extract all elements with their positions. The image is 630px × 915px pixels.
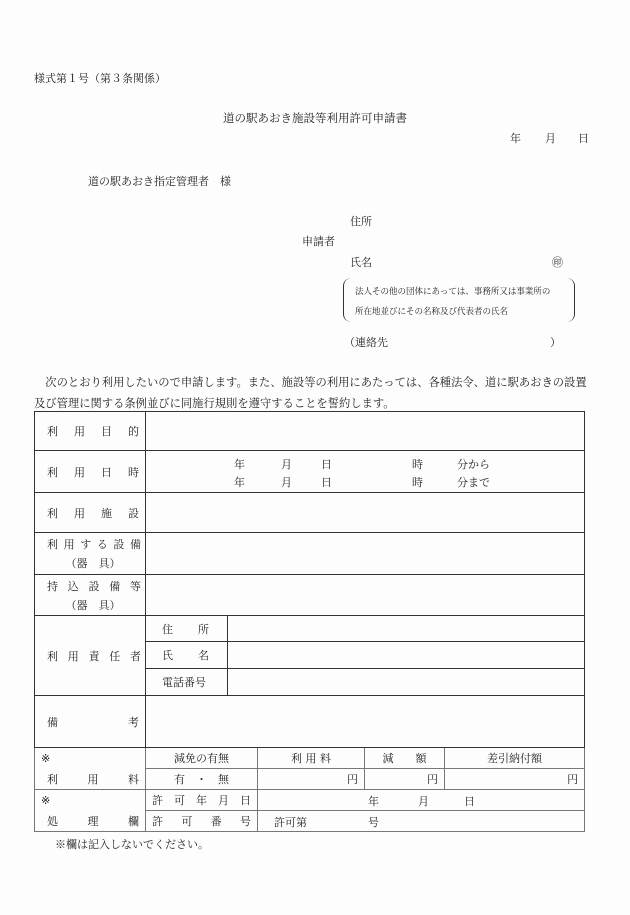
label-char: 所 [198,622,209,636]
equipment-field[interactable] [146,533,585,575]
from-month: 月 [281,457,292,471]
label-char: 利 [47,649,58,663]
from-year: 年 [234,457,245,471]
addressee: 道の駅あおき指定管理者 様 [88,175,231,188]
contact-label: （連絡先 [344,336,388,349]
label-char: 者 [130,649,141,663]
form-number: 様式第１号（第３条関係） [34,72,166,85]
contact-close: ） [550,336,561,349]
responsible-label-cell [35,616,146,696]
permit-date-label [146,790,258,811]
equipment-sub-label: （器 具） [65,557,121,570]
reduction-yes-no[interactable]: 有 ・ 無 [146,769,258,790]
to-minute: 分まで [457,475,490,489]
proc-mark: ※ [41,793,51,807]
datetime-label-cell [35,451,146,493]
label-char: 許 [152,794,163,807]
label-char: 任 [109,649,121,663]
label-char: 月 [218,794,229,807]
fee-amount-field[interactable]: 円 [258,769,365,790]
fee-header-discount: 減 額 [365,748,445,769]
fee-header-net: 差引納付額 [445,748,585,769]
from-day: 日 [321,457,332,471]
resp-name-field[interactable] [228,642,585,669]
proc-label-cell [35,811,146,832]
resp-address-field[interactable] [228,616,585,642]
fee-mark: ※ [41,751,51,765]
remarks-label-cell [35,696,146,748]
label-char: す [80,538,92,551]
corporate-note [343,278,575,322]
label-char: 込 [67,579,79,593]
resp-address-label [146,616,228,642]
label-char: 日 [101,465,112,479]
brought-field[interactable] [146,575,585,616]
permit-no-field[interactable] [258,811,585,832]
purpose-field[interactable] [146,412,585,451]
label-char: 設 [128,506,139,520]
fee-label-cell [35,769,146,790]
address-label: 住所 [350,215,372,228]
facility-label-cell [35,493,146,533]
label-char: る [96,538,108,551]
label-char: 設 [113,538,125,551]
label-char: 欄 [128,814,139,828]
label-char: 備 [47,715,58,729]
label-char: 利 [47,772,58,786]
label-char: 用 [87,772,99,786]
label-char: 等 [130,579,141,593]
label-char: 用 [74,465,85,479]
label-char: 日 [240,794,251,807]
from-hour: 時 [412,457,423,471]
to-hour: 時 [412,475,423,489]
permit-no-prefix: 許可第 [274,816,307,829]
purpose-label-cell [35,412,146,451]
fee-mark-cell [35,748,146,769]
label-char: 利 [47,465,58,479]
to-day: 日 [321,475,332,489]
equipment-label-cell [35,533,146,575]
label-char: 利 [47,425,58,438]
label-char: 施 [101,506,112,520]
label-char: 理 [87,814,99,828]
brought-sub-label: （器 具） [65,598,121,612]
name-label: 氏名 [350,256,372,269]
permit-no-suffix: 号 [368,816,379,829]
permit-no-label [146,811,258,832]
remarks-field[interactable] [146,696,585,748]
permit-day: 日 [464,795,475,808]
label-char: 備 [109,579,121,593]
resp-phone-label [146,669,228,696]
label-char: 的 [128,425,139,438]
label-char: 可 [181,815,193,828]
from-minute: 分から [457,457,490,471]
footnote: ※欄は記入しないでください。 [55,838,209,851]
label-char: 時 [128,465,139,479]
label-char: 利 [47,506,58,520]
to-year: 年 [234,475,245,489]
facility-field[interactable] [146,493,585,533]
fee-header-fee: 利 用 料 [258,748,365,769]
right-bracket [566,278,575,322]
label-char: 用 [63,538,75,551]
applicant-label: 申請者 [302,235,335,248]
label-char: 用 [74,425,85,438]
to-month: 月 [281,475,292,489]
resp-name-label [146,642,228,669]
label-char: 料 [128,772,139,786]
label-char: 名 [198,649,209,662]
brought-label-cell [35,575,146,616]
resp-phone-text: 電話番号 [162,676,206,689]
label-char: 目 [101,425,112,438]
label-char: 可 [174,794,185,807]
left-bracket [343,278,352,322]
label-char: 責 [88,649,100,663]
label-char: 処 [47,814,58,828]
declaration-text: 次のとおり利用したいので申請します。また、施設等の利用にあたっては、各種法令、道に駅あおきの設置及び管理に関する条例並びに同施行規則を遵守することを誓約します。 [34,376,587,410]
permit-year: 年 [368,795,379,808]
label-char: 許 [152,815,163,828]
label-char: 設 [88,579,100,593]
label-char: 番 [210,815,222,828]
corporate-note-line2: 所在地並びにその名称及び代表者の氏名 [355,307,509,317]
document-title: 道の駅あおき施設等利用許可申請書 [223,111,407,125]
label-char: 持 [47,579,58,593]
label-char: 考 [128,715,139,729]
label-char: 住 [162,622,173,636]
label-char: 氏 [162,649,173,662]
date-day-label: 日 [578,132,589,145]
label-char: 年 [196,794,207,807]
corporate-note-line1: 法人その他の団体にあっては、事務所又は事業所の [355,287,551,297]
seal-mark: ㊞ [552,256,563,269]
discount-amount-field[interactable]: 円 [365,769,445,790]
date-month-label: 月 [545,132,556,145]
label-char: 号 [239,815,251,828]
permit-date-field[interactable] [258,790,585,811]
label-char: 用 [67,649,79,663]
label-char: 用 [74,506,85,520]
proc-mark-cell [35,790,146,811]
application-table [34,411,585,832]
net-amount-field[interactable]: 円 [445,769,585,790]
resp-phone-field[interactable] [228,669,585,696]
permit-month: 月 [418,795,429,808]
label-char: 備 [129,538,141,551]
datetime-field[interactable] [146,451,585,493]
fee-header-reduction: 減免の有無 [146,748,258,769]
label-char: 利 [47,538,58,551]
date-year-label: 年 [510,132,521,145]
